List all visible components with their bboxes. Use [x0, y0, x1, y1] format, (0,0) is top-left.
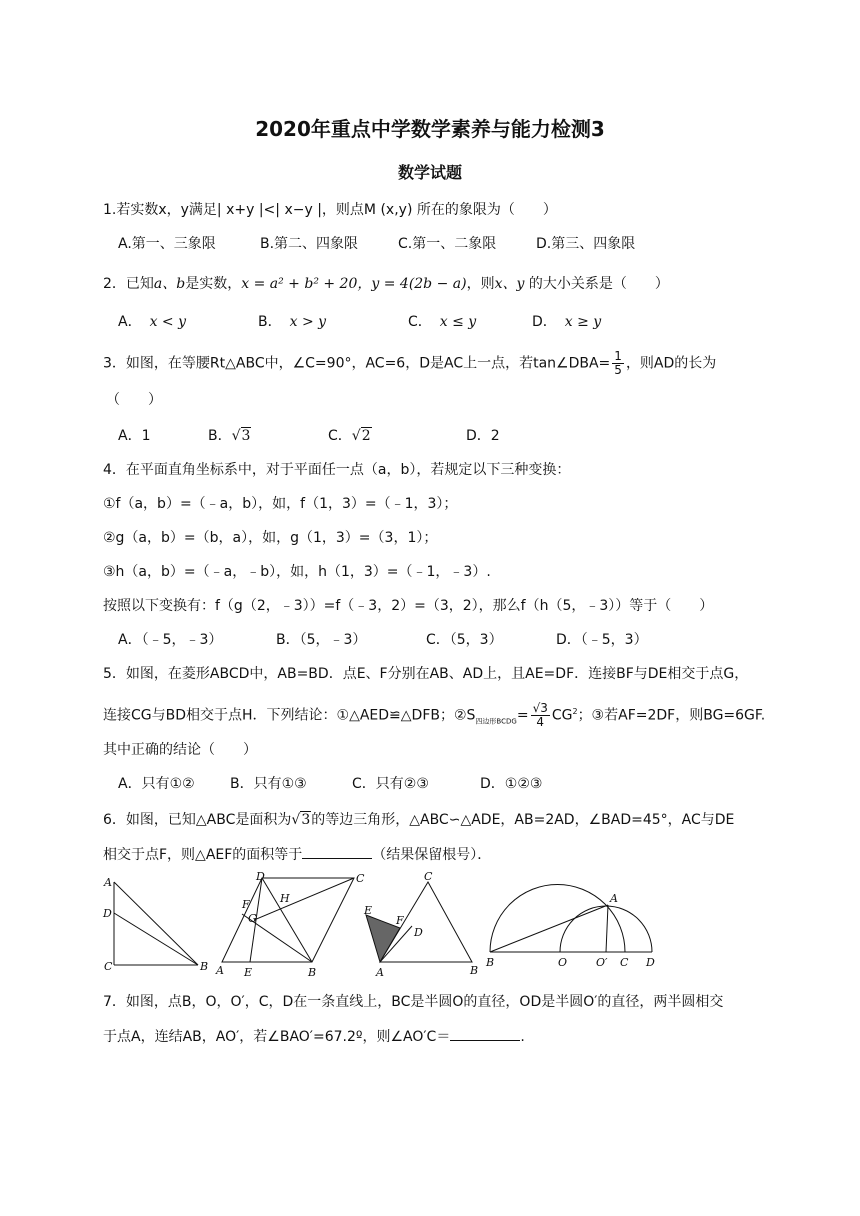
q2-xy: x、y: [494, 276, 525, 292]
svg-text:C: C: [104, 960, 113, 973]
figure-1: [100, 868, 220, 978]
q4-option-a: A．（﹣5，﹣3）: [118, 632, 223, 648]
q5-line-1: 5．如图，在菱形ABCD中，AB=BD．点E、F分别在AB、AD上，且AE=DF．连接BF与DE相交于点G，: [103, 666, 749, 682]
svg-text:F: F: [242, 898, 250, 911]
answer-blank: [450, 1026, 520, 1041]
q1-option-d: D.第三、四象限: [536, 236, 636, 252]
q2-option-a: A． x < y: [118, 314, 187, 330]
svg-text:C: C: [356, 872, 365, 885]
q3-stem: 3．如图，在等腰Rt△ABC中，∠C=90°，AC=6，D是AC上一点，若tan∠DBA= $\frac{1}{5}$ ，则AD的长为: [103, 349, 717, 377]
q5-fraction: $\frac{√3}{4}$: [532, 701, 548, 730]
q5-option-b: B．只有①③: [230, 776, 307, 792]
figure-3: [360, 868, 484, 980]
q4-rule-3: ③h（a，b）=（﹣a，﹣b），如，h（1，3）=（﹣1，﹣3）.: [103, 564, 491, 580]
svg-text:E: E: [244, 966, 253, 979]
svg-text:A: A: [216, 964, 224, 977]
svg-text:C: C: [620, 956, 629, 969]
q4-rule-1: ①f（a，b）=（﹣a，b），如，f（1，3）=（﹣1，3）；: [103, 496, 458, 512]
q3-option-d: D．2: [466, 428, 500, 444]
svg-text:D: D: [646, 956, 655, 969]
q6-line-2: 相交于点F，则△AEF的面积等于 （结果保留根号）．: [103, 844, 491, 865]
svg-text:B: B: [200, 960, 209, 973]
q2-option-b: B． x > y: [258, 314, 327, 330]
q4-rule-2: ②g（a，b）=（b，a），如，g（1，3）=（3，1）；: [103, 530, 438, 546]
svg-text:G: G: [248, 912, 257, 925]
svg-text:A: A: [610, 892, 618, 905]
page-subtitle: 数学试题: [397, 163, 462, 182]
q1-option-b: B.第二、四象限: [260, 236, 359, 252]
q1-option-a: A.第一、三象限: [118, 236, 216, 252]
svg-text:D: D: [103, 907, 112, 920]
figure-2: [214, 868, 374, 980]
svg-text:O: O: [558, 956, 568, 969]
q5-line-3: 其中正确的结论（ ）: [103, 742, 257, 758]
q1-option-c: C.第一、二象限: [398, 236, 497, 252]
q2-ab: a、b: [153, 276, 186, 292]
q2-suffix: 的大小关系是（ ）: [524, 276, 669, 292]
q3-paren: （ ）: [106, 392, 162, 408]
svg-text:F: F: [396, 914, 404, 927]
svg-text:B: B: [486, 956, 495, 969]
q1-stem: 1.若实数x，y满足| x+y |<| x−y |，则点M (x,y) 所在的象限为（ ）: [103, 202, 557, 218]
q2-mid: 是实数，: [185, 276, 242, 292]
q2-stem: [103, 274, 669, 294]
page-title: 2020年重点中学数学素养与能力检测3: [255, 117, 605, 141]
svg-text:D: D: [414, 926, 423, 939]
q3-option-a: A．1: [118, 428, 151, 444]
q4-stem: 4．在平面直角坐标系中，对于平面任一点（a，b），若规定以下三种变换：: [103, 462, 571, 478]
q2-option-c: C． x ≤ y: [408, 314, 477, 330]
shaded-triangle: [366, 915, 400, 962]
svg-text:D: D: [256, 870, 265, 883]
q3-option-c: C．√2: [328, 428, 371, 444]
svg-text:A: A: [376, 966, 384, 979]
q7-line-2: 于点A，连结AB，AO′，若∠BAO′=67.2º，则∠AO′C＝ .: [103, 1026, 525, 1047]
q3-option-b: B．√3: [208, 428, 251, 444]
q5-line-2: 连接CG与BD相交于点H．下列结论：①△AED≌△DFB；$②S_{四边形BCDG}=$ $\frac{√3}{4}$ $CG^2$；③若AF=2DF，则BG=6GF.: [103, 701, 766, 730]
q2-mid2: ，则: [466, 276, 495, 292]
q5-option-d: D．①②③: [480, 776, 543, 792]
answer-blank: [302, 844, 372, 859]
q2-option-d: D． x ≥ y: [532, 314, 602, 330]
q7-line-1: 7．如图，点B，O，O′，C，D在一条直线上，BC是半圆O的直径，OD是半圆O′的直径，两半圆相交: [103, 994, 724, 1010]
svg-text:B: B: [308, 966, 317, 979]
q5-option-a: A．只有①②: [118, 776, 195, 792]
q5-option-c: C．只有②③: [352, 776, 429, 792]
svg-text:O′: O′: [596, 956, 608, 969]
svg-text:A: A: [104, 876, 112, 889]
q4-rule-4: 按照以下变换有：f（g（2，﹣3））=f（﹣3，2）=（3，2），那么f（h（5，﹣3））等于（ ）: [103, 598, 714, 614]
q2-prefix: 2．已知: [103, 276, 154, 292]
q4-option-c: C．（5，3）: [426, 632, 503, 648]
svg-text:C: C: [424, 870, 433, 883]
q3-fraction: $\frac{1}{5}$: [614, 349, 622, 377]
svg-text:E: E: [364, 904, 373, 917]
q4-option-d: D．（﹣5，3）: [556, 632, 648, 648]
q6-line-1: 6．如图，已知△ABC是面积为√3的等边三角形，△ABC∽△ADE，AB=2AD，∠BAD=45°，AC与DE: [103, 812, 735, 828]
svg-text:H: H: [280, 892, 290, 905]
svg-text:B: B: [470, 964, 479, 977]
q4-option-b: B．（5，﹣3）: [276, 632, 367, 648]
q2-formula: x = a² + b² + 20，y = 4(2b − a): [241, 276, 467, 292]
figure-4: [484, 868, 674, 974]
